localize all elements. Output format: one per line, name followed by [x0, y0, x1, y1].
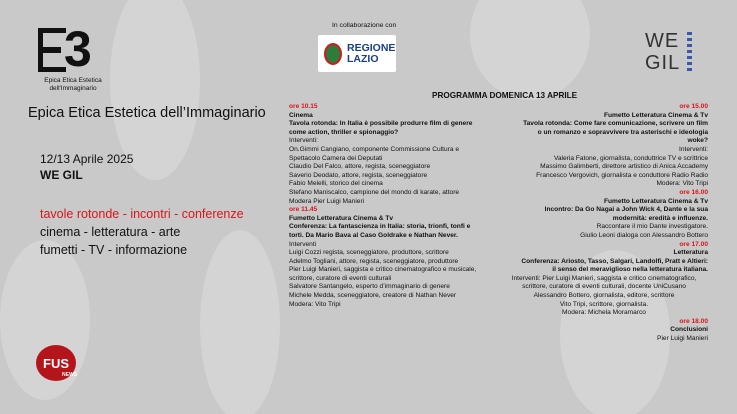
event-venue: WE GIL: [40, 168, 83, 182]
program-time: ore 15.00: [679, 103, 708, 110]
program-line: On.Gimmi Cangiano, componente Commissione Cultura e: [289, 145, 460, 153]
event-dates: 12/13 Aprile 2025: [40, 152, 134, 166]
program-time: ore 11.45: [289, 206, 318, 214]
wegil-logo: [645, 30, 680, 74]
program-line: come action, thriller e spionaggio?: [289, 128, 399, 136]
program-line: modernità: eredità e influenze.: [612, 214, 708, 222]
program-line: Alessandro Bottero, giornalista, editore, scrittore: [533, 292, 675, 300]
program-line: il senso del meraviglioso nella letteratura italiana.: [552, 266, 708, 274]
program-line: woke?: [687, 137, 708, 145]
program-line: Conferenza: La fantascienza in Italia: storia, trionfi, tonfi e: [289, 223, 471, 231]
program-line: Adelmo Togliani, attore, regista, sceneggiatore, produttore: [289, 257, 459, 265]
program-line: Raccontare il mio Dante investigatore.: [596, 223, 708, 231]
program-line: Spettacolo Camera dei Deputati: [289, 154, 383, 162]
program-line: Michele Medda, sceneggiatore, creatore di Nathan Never: [289, 292, 457, 300]
program-line: Modera: Vito Tripi: [656, 180, 708, 188]
tagline-2: cinema - letteratura - arte: [40, 225, 181, 239]
program-line: Stefano Maniscalco, campione del mondo di karate, attore: [289, 188, 460, 196]
program-line: Massimo Galimberti, direttore artistico di Anica Accademy: [540, 163, 708, 171]
tagline-red: tavole rotonde - incontri - conferenze: [40, 207, 244, 221]
program-line: Giulio Leoni dialoga con Alessandro Bottero: [580, 231, 708, 239]
program-time: ore 18.00: [679, 317, 708, 325]
lazio-line2: LAZIO: [347, 52, 379, 65]
program-line: scrittore, curatore di eventi culturali: [289, 274, 392, 282]
program-line: scrittore, curatore di eventi culturali, docente UniCusano: [522, 283, 686, 291]
program-line: Incontro: Da Go Nagai a John Wick 4, Dante e la sua: [544, 206, 708, 214]
regione-lazio-logo: [318, 35, 396, 72]
e3-logo: 3: [38, 28, 96, 72]
program-line: Fabio Melelli, storico del cinema: [289, 180, 383, 188]
program-line: Interventi: Pier Luigi Manieri, saggista e critico cinematografico,: [511, 274, 697, 282]
program-time: ore 17.00: [679, 240, 708, 248]
program-line: Vito Tripi, scrittore, giornalista.: [559, 300, 649, 308]
program-line: Fumetto Letteratura Cinema & Tv: [603, 111, 708, 119]
wegil-logo-line1: WE: [645, 30, 680, 52]
program-line: Claudio Del Falco, attore, regista, sceneggiatore: [289, 163, 431, 171]
program-line: Cinema: [289, 111, 313, 119]
program-line: Modera: Michela Moramarco: [562, 309, 646, 317]
e3-caption-2: dell'Immaginario: [49, 85, 97, 92]
program-line: Letteratura: [673, 249, 708, 257]
program-title: PROGRAMMA DOMENICA 13 APRILE: [432, 91, 578, 100]
program-left-column: [289, 103, 497, 309]
fus-logo-text: FUS: [43, 355, 69, 371]
tagline-3: fumetti - TV - informazione: [40, 243, 188, 257]
program-line: Tavola rotonda: In Italia è possibile produrre film di genere: [289, 120, 473, 128]
program-line: Valeria Fatone, giornalista, conduttrice TV e scrittrice: [553, 154, 708, 162]
fus-logo-sub: NEWS: [62, 372, 77, 378]
program-line: o un romanzo e sopravvivere tra asterischi e ideologia: [537, 128, 708, 136]
program-line: Interventi: [289, 240, 317, 248]
wegil-logo-line2: GIL: [645, 52, 681, 74]
program-line: Pier Luigi Manieri: [657, 335, 708, 343]
program-line: Conclusioni: [670, 326, 708, 334]
program-line: Salvatore Santangelo, esperto d’immaginario di genere: [289, 283, 450, 291]
e3-caption-1: Epica Etica Estetica: [44, 77, 102, 84]
program-time: ore 16.00: [679, 188, 708, 196]
program-line: torti. Da Mario Bava al Caso Goldrake e Nathan Never.: [289, 231, 458, 239]
collab-label: In collaborazione con: [332, 22, 397, 29]
program-right-column: [500, 103, 708, 344]
program-line: Interventi:: [289, 137, 318, 145]
program-time: ore 10.15: [289, 103, 318, 110]
lazio-crest-icon: [324, 43, 342, 65]
program-line: Modera Pier Luigi Manieri: [289, 197, 365, 205]
program-line: Fumetto Letteratura Cinema & Tv: [289, 214, 394, 222]
lazio-line1: REGIONE: [347, 41, 396, 54]
program-line: Modera: Vito Tripi: [289, 300, 341, 308]
program-line: Fumetto Letteratura Cinema & Tv: [603, 197, 708, 205]
program-line: Tavola rotonda: Come fare comunicazione, scrivere un film: [523, 120, 708, 128]
program-line: Francesco Vergovich, giornalista e conduttore Radio Radio: [536, 171, 708, 179]
program-line: Pier Luigi Manieri, saggista e critico cinematografico e musicale,: [289, 266, 477, 274]
background-figure: [470, 0, 590, 100]
event-title: Epica Etica Estetica dell’Immaginario: [28, 105, 266, 121]
background-figure: [200, 230, 280, 414]
wegil-bars-icon: [687, 32, 692, 72]
program-line: Saverio Deodato, attore, regista, sceneggiatore: [289, 171, 428, 179]
program-line: Conferenza: Ariosto, Tasso, Salgari, Landolfi, Pratt e Altieri:: [521, 257, 708, 265]
program-line: Luigi Cozzi regista, sceneggiatore, produttore, scrittore: [289, 249, 449, 257]
program-line: Interventi:: [679, 145, 708, 153]
